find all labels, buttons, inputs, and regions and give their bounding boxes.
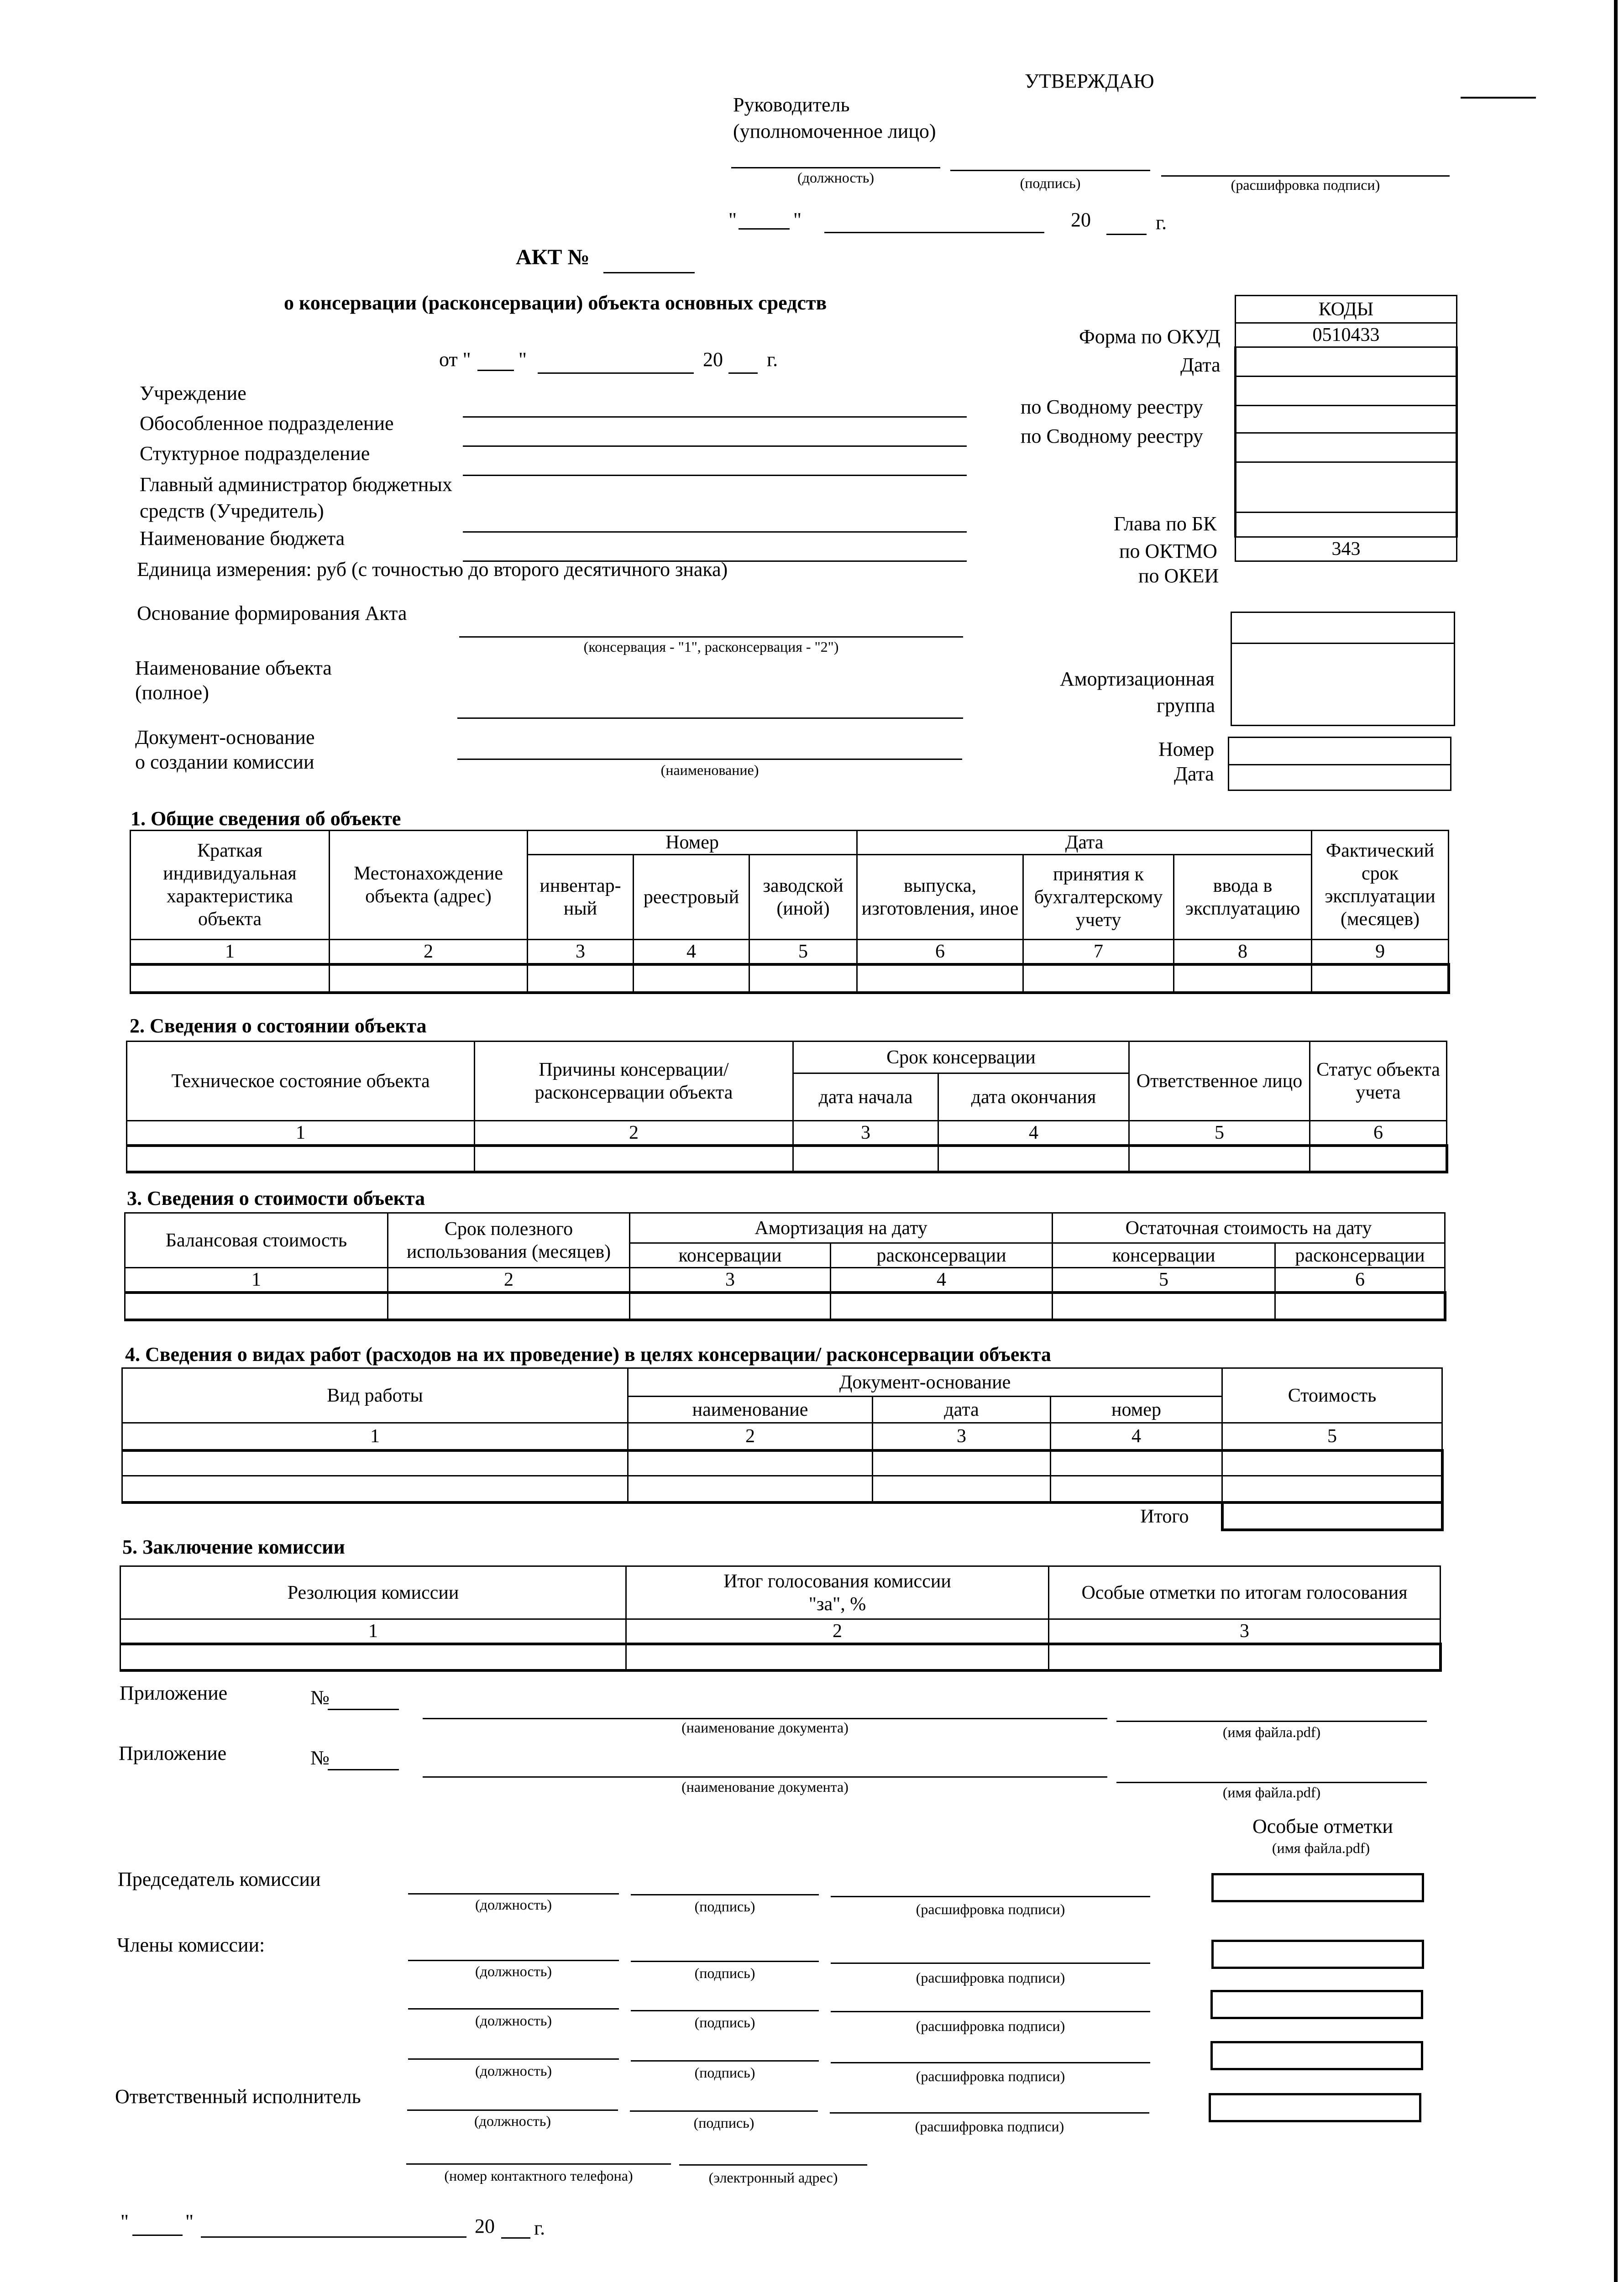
approval-quote-open: ": [728, 209, 737, 231]
s1-num: 2: [330, 940, 528, 965]
special-title: Особые отметки: [1252, 1815, 1393, 1837]
separate-unit-line[interactable]: [463, 445, 967, 447]
amort-label: Амортизационная: [1060, 668, 1215, 690]
s1-cell[interactable]: [1174, 964, 1312, 993]
doc-basis-label-2: о создании комиссии: [135, 751, 314, 773]
s3-col-amort: Амортизация на дату: [630, 1213, 1053, 1243]
executor-cap-position: (должность): [474, 2113, 551, 2129]
s1-cell[interactable]: [528, 964, 634, 993]
section5-table: [120, 1565, 1442, 1672]
attachment-1-file-line[interactable]: [1116, 1721, 1427, 1722]
s4-cell[interactable]: [122, 1476, 628, 1502]
approval-year-line[interactable]: [1106, 234, 1147, 235]
s2-num: 6: [1310, 1121, 1447, 1146]
s2-cell[interactable]: [938, 1146, 1129, 1172]
basis-line[interactable]: [459, 636, 963, 638]
okei-value: 343: [1236, 537, 1457, 561]
member-3-cap-decoding: (расшифровка подписи): [916, 2068, 1065, 2084]
chairman-cap-decoding: (расшифровка подписи): [916, 1901, 1065, 1917]
attachment-2-no: №: [310, 1747, 330, 1769]
okud-value: 0510433: [1236, 323, 1457, 347]
reg1-cell[interactable]: [1236, 377, 1457, 406]
s2-cell[interactable]: [475, 1146, 793, 1172]
s1-num: 4: [634, 940, 749, 965]
executor-special-box[interactable]: [1209, 2093, 1421, 2122]
basis-code-cell[interactable]: [1231, 612, 1455, 644]
s1-col-factory: заводской (иной): [749, 855, 857, 940]
s4-cell[interactable]: [628, 1476, 873, 1502]
s5-col-vote-2: "за", %: [808, 1593, 866, 1615]
s2-col-resp: Ответственное лицо: [1129, 1042, 1310, 1121]
attachment-2-no-line[interactable]: [328, 1769, 399, 1770]
bottom-day-line[interactable]: [132, 2235, 183, 2236]
s1-col-inv: инвентар-ный: [528, 855, 634, 940]
s3-num: 1: [125, 1268, 388, 1293]
executor-signature-line[interactable]: [630, 2110, 818, 2112]
executor-decoding-line[interactable]: [830, 2112, 1149, 2114]
s4-cell[interactable]: [1051, 1450, 1222, 1476]
s1-col-reg: реестровый: [634, 855, 749, 940]
act-year-suffix: г.: [767, 348, 778, 371]
basis-label: Основание формирования Акта: [137, 602, 407, 624]
chairman-decoding-line[interactable]: [831, 1896, 1150, 1897]
special-hint: (имя файла.pdf): [1272, 1840, 1370, 1856]
act-number-line[interactable]: [603, 272, 695, 273]
s1-cell[interactable]: [749, 964, 857, 993]
act-title: АКТ №: [516, 245, 590, 269]
section3-table: [124, 1212, 1446, 1321]
s4-cell[interactable]: [628, 1450, 873, 1476]
s2-num: 4: [938, 1121, 1129, 1146]
s3-col-recons: расконсервации: [831, 1243, 1053, 1268]
oktmo-label: по ОКТМО: [1119, 540, 1217, 562]
object-name-label-2: (полное): [135, 681, 209, 704]
chairman-special-box[interactable]: [1211, 1873, 1424, 1902]
s1-cell[interactable]: [1312, 964, 1449, 993]
s3-cell[interactable]: [388, 1293, 630, 1320]
member-3-signature-line[interactable]: [631, 2060, 819, 2062]
s4-col-date: дата: [873, 1397, 1051, 1423]
executor-label: Ответственный исполнитель: [115, 2085, 361, 2108]
s1-num: 6: [857, 940, 1023, 965]
attachment-2-cap-file: (имя файла.pdf): [1222, 1784, 1321, 1800]
section4-table: [121, 1367, 1444, 1531]
email-line[interactable]: [679, 2164, 867, 2166]
s3-num: 4: [831, 1268, 1053, 1293]
attachment-1-label: Приложение: [120, 1682, 228, 1704]
s2-col-start: дата начала: [793, 1073, 938, 1121]
approval-cap-position: (должность): [797, 169, 874, 186]
s2-col-tech: Техническое состояние объекта: [127, 1042, 475, 1121]
approval-head: Руководитель: [733, 94, 850, 116]
s4-num: 1: [122, 1423, 628, 1450]
bottom-year-prefix: 20: [475, 2215, 495, 2237]
okei-label: по ОКЕИ: [1138, 565, 1219, 587]
s4-cell[interactable]: [873, 1476, 1051, 1502]
member-2-decoding-line[interactable]: [831, 2011, 1150, 2012]
attachment-1-cap-doc: (наименование документа): [681, 1719, 849, 1736]
bk-label: Глава по БК: [1114, 513, 1217, 535]
executor-position-line[interactable]: [407, 2109, 618, 2111]
gabs-label-2: средств (Учредитель): [140, 500, 324, 522]
member-2-cap-signature: (подпись): [694, 2014, 755, 2031]
phone-cap: (номер контактного телефона): [444, 2167, 633, 2184]
date-label: Дата: [1180, 354, 1221, 376]
institution-label: Учреждение: [140, 382, 246, 404]
s1-num: 5: [749, 940, 857, 965]
section3-title: 3. Сведения о стоимости объекта: [127, 1187, 425, 1209]
s2-col-term: Срок консервации: [793, 1042, 1129, 1073]
approval-title: УТВЕРЖДАЮ: [1025, 70, 1154, 92]
member-2-cap-decoding: (расшифровка подписи): [916, 2018, 1065, 2034]
s1-cell[interactable]: [857, 964, 1023, 993]
act-day-line[interactable]: [477, 370, 514, 371]
member-3-decoding-line[interactable]: [831, 2062, 1150, 2063]
gabs-line[interactable]: [463, 531, 967, 533]
member-1-decoding-line[interactable]: [831, 1963, 1150, 1964]
attachment-1-cap-file: (имя файла.pdf): [1222, 1724, 1321, 1740]
s1-cell[interactable]: [634, 964, 749, 993]
s2-col-end: дата окончания: [938, 1073, 1129, 1121]
s2-num: 3: [793, 1121, 938, 1146]
act-quote-close: ": [519, 348, 527, 371]
member-1-position-line[interactable]: [408, 1960, 619, 1961]
s5-col-vote: [626, 1566, 1049, 1619]
s5-cell[interactable]: [1049, 1644, 1441, 1670]
chairman-label: Председатель комиссии: [118, 1868, 321, 1890]
approval-head-2: (уполномоченное лицо): [733, 120, 936, 142]
bottom-quote-close: ": [185, 2210, 194, 2233]
s5-cell[interactable]: [626, 1644, 1049, 1670]
s4-col-work: Вид работы: [122, 1368, 628, 1423]
attachment-1-no: №: [310, 1686, 330, 1709]
s4-cell[interactable]: [1051, 1476, 1222, 1502]
member-3-position-line[interactable]: [408, 2058, 619, 2060]
act-year-prefix: 20: [703, 348, 723, 371]
s2-cell[interactable]: [793, 1146, 938, 1172]
member-2-cap-position: (должность): [475, 2012, 552, 2029]
oktmo-cell[interactable]: [1236, 513, 1457, 537]
s1-num: 9: [1312, 940, 1449, 965]
attachment-2-cap-doc: (наименование документа): [681, 1779, 849, 1795]
blank-cell[interactable]: [1236, 433, 1457, 462]
s1-col-commission: ввода в эксплуатацию: [1174, 855, 1312, 940]
s5-num: 1: [120, 1619, 626, 1644]
section2-table: [126, 1041, 1448, 1173]
bottom-year-suffix: г.: [534, 2217, 545, 2239]
s4-total-cell[interactable]: [1222, 1502, 1442, 1530]
s4-col-name: наименование: [628, 1397, 873, 1423]
okud-label: Форма по ОКУД: [1079, 325, 1221, 348]
s4-cell[interactable]: [873, 1450, 1051, 1476]
s2-num: 1: [127, 1121, 475, 1146]
s2-col-reason: Причины консервации/ расконсервации объекта: [475, 1042, 793, 1121]
s5-num: 3: [1049, 1619, 1441, 1644]
email-cap: (электронный адрес): [708, 2169, 838, 2186]
bottom-year-line[interactable]: [501, 2237, 530, 2239]
chairman-signature-line[interactable]: [631, 1894, 819, 1895]
attachment-2-doc-line[interactable]: [423, 1776, 1107, 1778]
act-subtitle: о консервации (расконсервации) объекта основных средств: [284, 292, 827, 314]
s3-num: 3: [630, 1268, 831, 1293]
s1-col-date: Дата: [857, 831, 1312, 855]
s5-cell[interactable]: [120, 1644, 626, 1670]
member-3-cap-position: (должность): [475, 2062, 552, 2079]
s4-num: 5: [1222, 1423, 1442, 1450]
attachment-2-label: Приложение: [119, 1742, 227, 1764]
member-1-special-box[interactable]: [1211, 1940, 1424, 1969]
executor-cap-signature: (подпись): [693, 2115, 754, 2131]
approval-year-suffix: г.: [1156, 211, 1167, 234]
s1-num: 8: [1174, 940, 1312, 965]
s5-col-vote-1: Итог голосования комиссии: [723, 1570, 951, 1592]
s1-col-brief: Краткая индивидуальная характеристика объекта: [131, 831, 330, 940]
s5-col-resolution: Резолюция комиссии: [120, 1566, 626, 1619]
s1-cell[interactable]: [1023, 964, 1174, 993]
s1-col-accept: принятия к бухгалтерскому учету: [1023, 855, 1174, 940]
member-2-signature-line[interactable]: [631, 2010, 819, 2011]
s1-num: 3: [528, 940, 634, 965]
scan-edge: [1614, 0, 1618, 2282]
s1-num: 7: [1023, 940, 1174, 965]
executor-cap-decoding: (расшифровка подписи): [915, 2118, 1064, 2135]
s2-cell[interactable]: [1310, 1146, 1447, 1172]
s4-total-label: Итого: [1140, 1506, 1189, 1527]
codes-table: [1234, 295, 1458, 562]
doc-date-cell[interactable]: [1229, 765, 1451, 790]
attachment-2-file-line[interactable]: [1116, 1782, 1427, 1783]
bottom-quote-open: ": [120, 2210, 129, 2233]
approval-year-prefix: 20: [1071, 209, 1091, 231]
structural-unit-label: Стуктурное подразделение: [140, 442, 370, 465]
s1-col-actual: Фактический срок эксплуатации (месяцев): [1312, 831, 1449, 940]
gabs-label: Главный администратор бюджетных: [140, 473, 452, 496]
s3-col-recons2: расконсервации: [1275, 1243, 1445, 1268]
member-2-special-box[interactable]: [1210, 1990, 1423, 2019]
s3-col-cons: консервации: [630, 1243, 831, 1268]
scan-mark: [1461, 97, 1536, 99]
bottom-month-line[interactable]: [201, 2236, 466, 2238]
phone-line[interactable]: [406, 2163, 671, 2165]
s4-cell[interactable]: [1222, 1450, 1442, 1476]
section1-title: 1. Общие сведения об объекте: [131, 807, 401, 830]
institution-line[interactable]: [463, 416, 967, 418]
reg2-cell[interactable]: [1236, 406, 1457, 433]
member-1-cap-decoding: (расшифровка подписи): [916, 1969, 1065, 1986]
budget-label: Наименование бюджета: [140, 527, 345, 550]
s4-cell[interactable]: [122, 1450, 628, 1476]
members-label: Члены комиссии:: [117, 1934, 265, 1956]
section2-title: 2. Сведения о состоянии объекта: [130, 1015, 427, 1037]
s1-col-release: выпуска, изготовления, иное: [857, 855, 1023, 940]
s3-col-life: Срок полезного использования (месяцев): [388, 1213, 630, 1268]
s1-num: 1: [131, 940, 330, 965]
approval-month-line[interactable]: [824, 232, 1044, 233]
s3-cell[interactable]: [125, 1293, 388, 1320]
member-3-cap-signature: (подпись): [694, 2064, 755, 2081]
separate-unit-label: Обособленное подразделение: [140, 412, 394, 434]
s4-num: 2: [628, 1423, 873, 1450]
s4-col-cost: Стоимость: [1222, 1368, 1442, 1423]
section4-title: 4. Сведения о видах работ (расходов на их проведение) в целях консервации/ расконсервации объекта: [125, 1343, 1051, 1366]
unit-label: Единица измерения: руб (с точностью до второго десятичного знака): [137, 558, 728, 581]
bk-cell[interactable]: [1236, 462, 1457, 513]
s2-num: 2: [475, 1121, 793, 1146]
amort-label-2: группа: [1157, 694, 1215, 717]
s2-col-status: Статус объекта учета: [1310, 1042, 1447, 1121]
doc-basis-label: Документ-основание: [135, 726, 315, 748]
doc-basis-line[interactable]: [457, 759, 962, 760]
s5-num: 2: [626, 1619, 1049, 1644]
approval-cap-decoding: (расшифровка подписи): [1231, 177, 1380, 193]
member-3-special-box[interactable]: [1210, 2041, 1423, 2070]
s4-num: 3: [873, 1423, 1051, 1450]
s4-num: 4: [1051, 1423, 1222, 1450]
s3-num: 6: [1275, 1268, 1445, 1293]
object-name-line[interactable]: [457, 717, 963, 719]
s3-cell[interactable]: [1275, 1293, 1445, 1320]
s1-col-number: Номер: [528, 831, 857, 855]
doc-basis-hint: (наименование): [660, 762, 759, 778]
s3-num: 5: [1053, 1268, 1275, 1293]
doc-basis-codes: [1228, 737, 1451, 791]
s2-num: 5: [1129, 1121, 1310, 1146]
s3-num: 2: [388, 1268, 630, 1293]
doc-date-label: Дата: [1174, 763, 1214, 785]
chairman-cap-signature: (подпись): [694, 1898, 755, 1915]
s3-col-cons2: консервации: [1053, 1243, 1275, 1268]
s1-cell[interactable]: [330, 964, 528, 993]
approval-day-line[interactable]: [739, 228, 790, 230]
s2-cell[interactable]: [127, 1146, 475, 1172]
s2-cell[interactable]: [1129, 1146, 1310, 1172]
amort-group-cell[interactable]: [1231, 644, 1455, 726]
s3-cell[interactable]: [831, 1293, 1053, 1320]
s1-col-location: Местонахождение объекта (адрес): [330, 831, 528, 940]
approval-quote-close: ": [793, 209, 802, 231]
member-2-position-line[interactable]: [408, 2008, 619, 2010]
s4-col-number: номер: [1051, 1397, 1222, 1423]
act-from-prefix: от ": [439, 348, 471, 371]
object-name-label: Наименование объекта: [135, 657, 332, 679]
s4-cell[interactable]: [1222, 1476, 1442, 1502]
reg2-label: по Сводному реестру: [1021, 425, 1203, 447]
s1-cell[interactable]: [131, 964, 330, 993]
amort-table: [1231, 612, 1455, 726]
section5-title: 5. Заключение комиссии: [122, 1536, 345, 1558]
chairman-position-line[interactable]: [408, 1893, 619, 1895]
date-cell[interactable]: [1236, 347, 1457, 377]
member-1-cap-position: (должность): [475, 1963, 552, 1979]
reg1-label: по Сводному реестру: [1021, 396, 1203, 418]
approval-cap-signature: (подпись): [1020, 175, 1081, 191]
approval-signature-line[interactable]: [950, 170, 1150, 171]
doc-number-label: Номер: [1158, 738, 1215, 760]
act-month-line[interactable]: [538, 372, 694, 374]
act-year-line[interactable]: [728, 372, 758, 374]
s3-cell[interactable]: [630, 1293, 831, 1320]
approval-position-line[interactable]: [731, 167, 940, 168]
member-1-signature-line[interactable]: [631, 1961, 819, 1962]
codes-header: КОДЫ: [1236, 296, 1457, 323]
chairman-cap-position: (должность): [475, 1896, 552, 1913]
doc-number-cell[interactable]: [1229, 738, 1451, 765]
s3-cell[interactable]: [1053, 1293, 1275, 1320]
s3-col-balance: Балансовая стоимость: [125, 1213, 388, 1268]
structural-unit-line[interactable]: [463, 475, 967, 476]
basis-hint: (консервация - "1", расконсервация - "2"): [583, 639, 839, 655]
section1-table: [130, 830, 1450, 994]
s4-col-doc: Документ-основание: [628, 1368, 1222, 1397]
s3-col-residual: Остаточная стоимость на дату: [1053, 1213, 1445, 1243]
s5-col-notes: Особые отметки по итогам голосования: [1049, 1566, 1441, 1619]
attachment-1-no-line[interactable]: [328, 1709, 399, 1710]
member-1-cap-signature: (подпись): [694, 1965, 755, 1981]
